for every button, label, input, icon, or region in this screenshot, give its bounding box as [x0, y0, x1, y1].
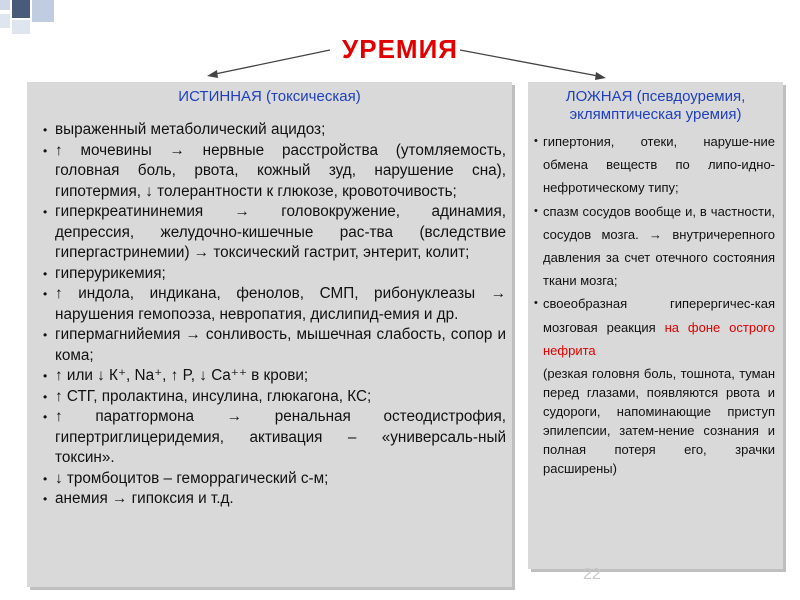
- list-item: • гипертония, отеки, наруше-ние обмена веществ по липо-идно-нефротическому типу;: [534, 130, 775, 200]
- true-uremia-box: [27, 82, 512, 587]
- list-item: • выраженный метаболический ацидоз;: [43, 120, 506, 141]
- page-title: УРЕМИЯ: [342, 34, 458, 64]
- false-uremia-heading: ЛОЖНАЯ (псевдоуремия, эклямптическая уремия): [565, 88, 746, 123]
- list-item: • ↓ тромбоцитов – геморрагический с-м;: [43, 469, 506, 490]
- list-item: • гиперкреатининемия → головокружение, адинамия, депрессия, желудочно-кишечные рас-тва (вследствие гипергастринемии) → токсический гастрит, энтерит, колит;: [43, 202, 506, 264]
- list-item: • спазм сосудов вообще и, в частности, сосудов мозга. → внутричерепного давления за счет отечного состояния ткани мозга;: [534, 200, 775, 293]
- list-item: • гипермагнийемия → сонливость, мышечная слабость, сопор и кома;: [43, 325, 506, 366]
- list-item: • ↑ или ↓ К⁺, Na⁺, ↑ P, ↓ Ca⁺⁺ в крови;: [43, 366, 506, 387]
- list-item: • анемия → гипоксия и т.д.: [43, 489, 506, 510]
- page-number: 22: [583, 566, 601, 583]
- true-uremia-list: [27, 106, 512, 510]
- list-item: • гиперурикемия;: [43, 264, 506, 285]
- list-item: • ↑ индола, индикана, фенолов, СМП, рибонуклеазы → нарушения гемопоэза, невропатия, дислипид-емия и др.: [43, 284, 506, 325]
- list-item-text: своеобразная гиперергичес-кая мозговая реакция: [543, 296, 775, 335]
- list-item: • ↑ паратгормона → ренальная остеодистрофия, гипертриглицеридемия, активация – «универсаль-ный токсин».: [43, 407, 506, 469]
- true-uremia-heading: ИСТИННАЯ (токсическая): [178, 88, 361, 105]
- list-item: [534, 292, 775, 362]
- list-item: • ↑ СТГ, пролактина, инсулина, глюкагона, КС;: [43, 387, 506, 408]
- false-uremia-list: [528, 124, 783, 478]
- note-text: (резкая головня боль, тошнота, туман перед глазами, появляются рвота и судороги, напоминающие приступ эпилепсии, затем-нение сознания и полная потеря его, зрачки расширены): [543, 366, 775, 477]
- false-uremia-box: [528, 82, 783, 569]
- highlight-text: на фоне острого нефрита: [543, 319, 775, 358]
- list-item: • ↑ мочевины → нервные расстройства (утомляемость, головная боль, рвота, кожный зуд, нарушение сна), гипотермия, ↓ толерантности к глюкозе, кровоточивость;: [43, 141, 506, 203]
